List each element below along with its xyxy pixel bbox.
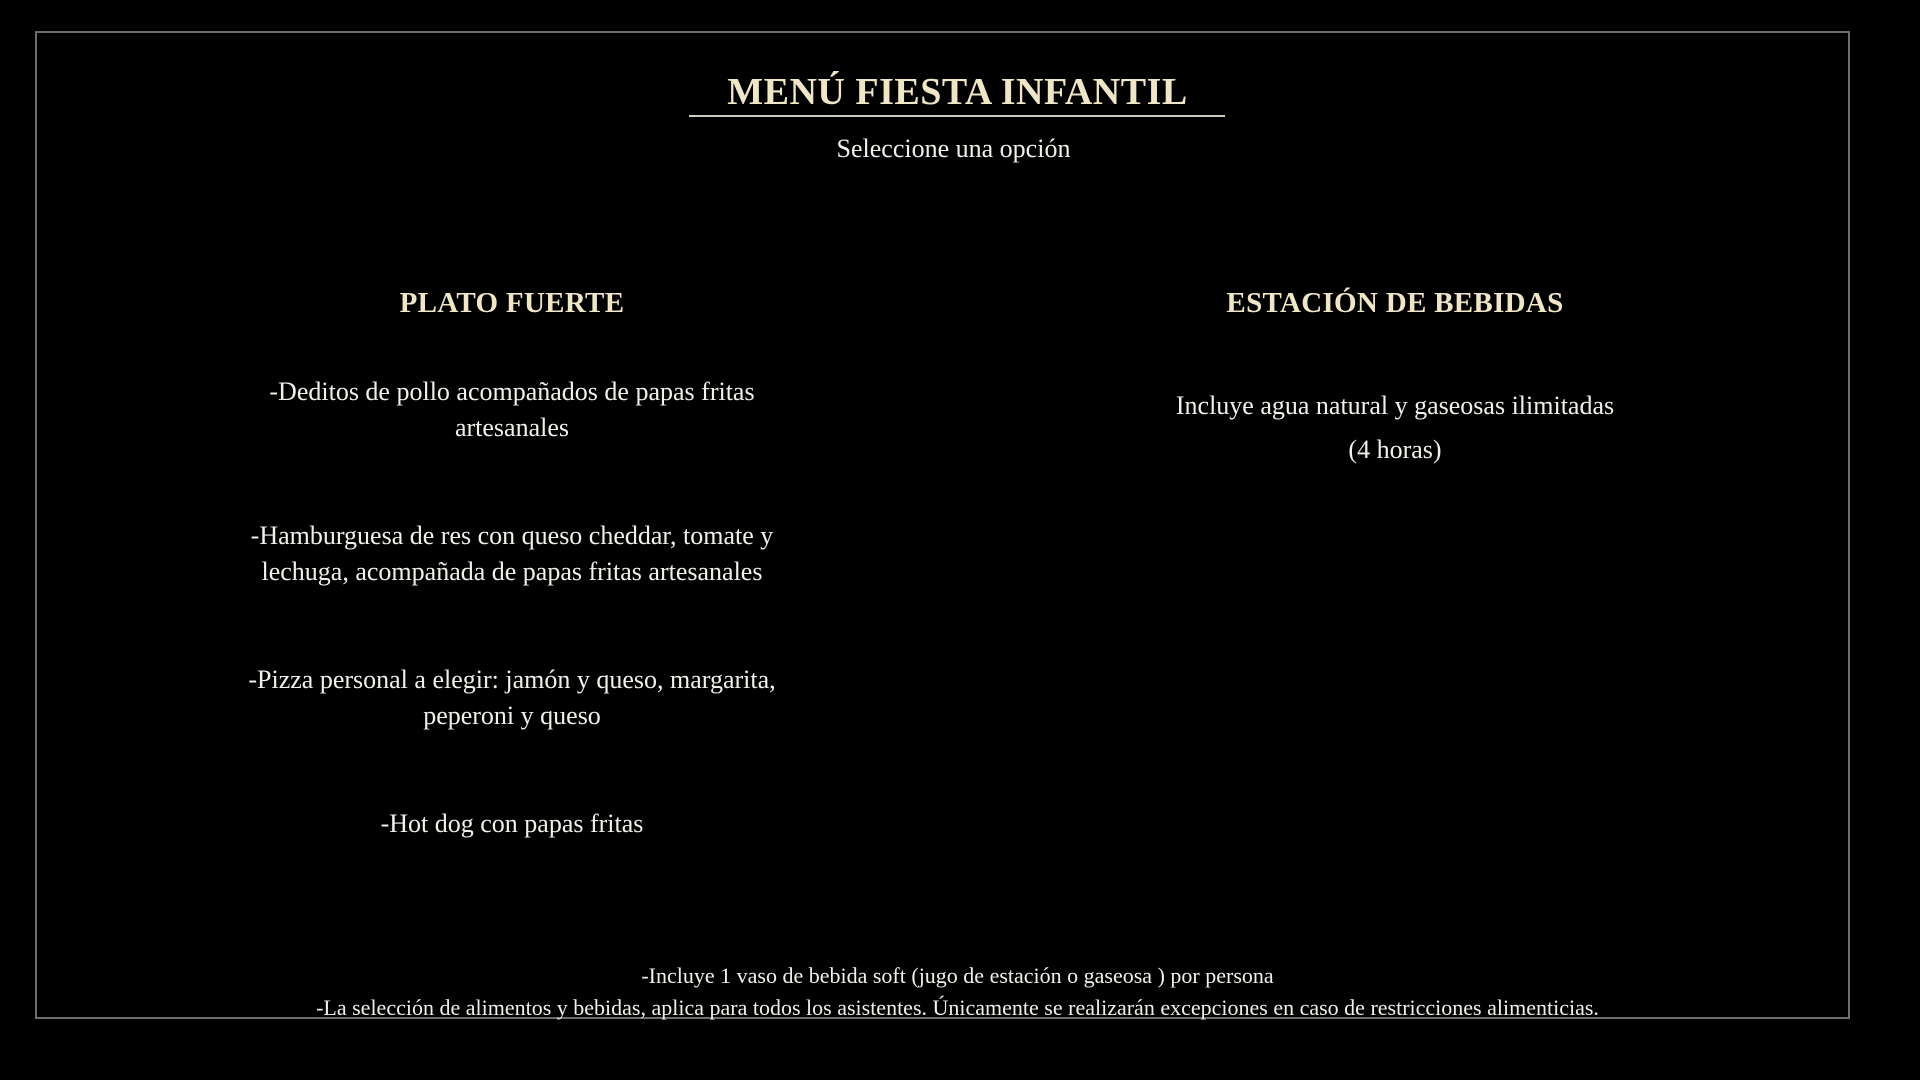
menu-title: MENÚ FIESTA INFANTIL (727, 71, 1188, 113)
dish-item: -Hamburguesa de res con queso cheddar, tomate y lechuga, acompañada de papas fritas artesanales (250, 521, 774, 586)
dish-item: -Hot dog con papas fritas (380, 809, 644, 838)
plato-fuerte-heading: PLATO FUERTE (399, 287, 625, 319)
bebidas-heading: ESTACIÓN DE BEBIDAS (1226, 287, 1564, 319)
menu-subtitle: Seleccione una opción (836, 134, 1071, 163)
footer-note: -La selección de alimentos y bebidas, aplica para todos los asistentes. Únicamente se realizarán excepciones en caso de restricciones alimenticias. (316, 995, 1599, 1020)
bebidas-description: Incluye agua natural y gaseosas ilimitadas (1175, 391, 1615, 420)
bebidas-duration: (4 horas) (1348, 435, 1442, 464)
footer-note: -Incluye 1 vaso de bebida soft (jugo de estación o gaseosa ) por persona (641, 963, 1274, 988)
dish-item: -Pizza personal a elegir: jamón y queso, margarita, peperoni y queso (248, 665, 776, 730)
title-underline (689, 115, 1225, 117)
dish-item: -Deditos de pollo acompañados de papas fritas artesanales (269, 377, 755, 442)
